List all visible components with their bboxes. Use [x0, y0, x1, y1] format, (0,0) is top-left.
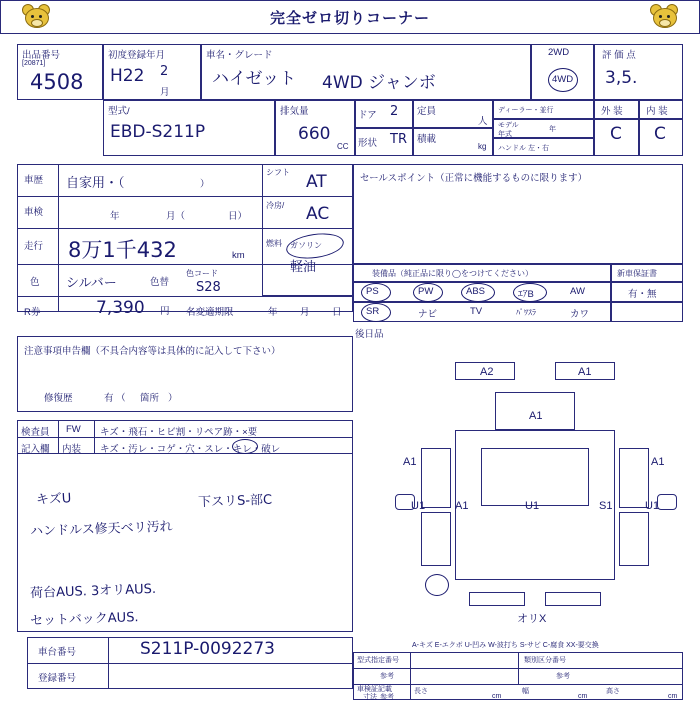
sales-point-title: セールスポイント（正常に機能するものに限ります）	[360, 173, 588, 184]
handle-label: ハンドル 左・右	[498, 145, 549, 152]
shift-value: AT	[306, 172, 327, 192]
inspector-row2-label: 記入欄	[21, 444, 50, 455]
diagram-label-a1-left: A1	[403, 456, 417, 468]
fuel-label: 燃料	[266, 239, 282, 248]
diagram-left-front-door	[421, 448, 451, 508]
color-value: シルバー	[66, 276, 117, 291]
name-change-label: 名変適期限	[186, 307, 234, 318]
displacement-label: 排気量	[280, 106, 309, 117]
note-line-5: セットバックAUS.	[29, 610, 139, 629]
equipment-title: 装備品（純正品に限り◯をつけてください）	[372, 269, 533, 278]
exterior-value: C	[610, 124, 622, 144]
equip-aw-label: AW	[570, 286, 585, 297]
warranty-title: 新車保証書	[617, 269, 657, 278]
color-change-label: 色替	[150, 277, 170, 288]
first-registration-label: 初度登録年月	[108, 50, 166, 61]
load-unit: kg	[478, 142, 487, 151]
repair-history-yes: 有 （	[104, 393, 126, 404]
ac-label: 冷房/	[266, 201, 285, 210]
diagram-label-a1-front: A1	[578, 366, 592, 378]
teddy-bear-right-icon	[647, 4, 681, 32]
equip-airbag-label: ｴｱB	[518, 289, 534, 300]
interior-items: キズ・汚レ・コゲ・穴・スレ・キレ・破レ	[100, 444, 281, 455]
grade-value: 4WD ジャンボ	[322, 73, 436, 93]
equip-powerslide-label: ﾊﾟﾜｽﾗ	[516, 308, 536, 317]
height-unit: cm	[668, 693, 678, 700]
interior-items-label: 内装	[62, 444, 82, 455]
drive-2wd-label: 2WD	[548, 47, 570, 58]
warranty-value: 有・無	[628, 289, 657, 300]
repair-history-place: 箇所	[140, 393, 160, 404]
length-unit: cm	[492, 693, 502, 700]
diagram-label-u1-left: U1	[411, 500, 426, 512]
page-title: 完全ゼロ切りコーナー	[269, 9, 430, 27]
fuel-diesel-option: 軽油	[290, 260, 317, 275]
width-label: 幅	[522, 688, 529, 695]
inspection-label: 車検	[24, 207, 44, 218]
width-unit: cm	[578, 693, 588, 700]
equip-navi-label: ナビ	[418, 309, 438, 320]
car-name-label: 車名・グレード	[206, 50, 273, 61]
color-label: 色	[30, 277, 40, 288]
chassis-value: S211P-0092273	[140, 639, 275, 659]
name-change-year: 年	[268, 307, 278, 318]
diagram-legend: A-キズ E-エクボ U-凹み W-波打ち S-サビ C-腐食 XX-要交換	[412, 642, 599, 649]
shape-label: 形状	[358, 138, 378, 149]
door-label: ドア	[358, 110, 377, 121]
first-registration-year: H22	[110, 66, 145, 86]
diagram-spare-tire	[425, 574, 449, 596]
equip-pw-label: PW	[418, 286, 434, 297]
diagram-left-rear-panel	[421, 512, 451, 566]
drive-4wd-value: 4WD	[552, 74, 574, 85]
color-code-value: S28	[196, 280, 221, 295]
equip-pw-circle	[413, 283, 443, 302]
displacement-unit: CC	[337, 142, 349, 151]
dealer-label: ディーラー・並行	[498, 107, 554, 114]
equip-leather-label: カワ	[570, 309, 590, 320]
displacement-value: 660	[298, 124, 331, 144]
model-year-unit: 年	[549, 126, 556, 133]
interior-label: 内 装	[646, 106, 668, 117]
diagram-rear-right-panel	[545, 592, 601, 606]
later-item-cell	[611, 302, 683, 322]
equip-sr-circle	[361, 303, 391, 322]
diagram-label-s1: S1	[599, 500, 613, 512]
exterior-label: 外 装	[601, 106, 623, 117]
caution-title: 注意事項申告欄（不具合内容等は具体的に記入して下さい）	[24, 346, 281, 357]
name-change-day: 日	[332, 307, 342, 318]
mileage-unit: km	[232, 250, 245, 261]
exhibit-no-label: 出品番号	[22, 50, 61, 61]
color-code-label: 色コード	[186, 269, 218, 278]
equip-ps-circle	[361, 283, 391, 302]
equip-abs-label: ABS	[466, 286, 486, 297]
equip-tv-label: TV	[470, 306, 483, 317]
equip-ps-label: PS	[366, 286, 379, 297]
diagram-right-mirror	[657, 494, 677, 510]
type-designation-ref: 参考	[380, 673, 394, 680]
inspection-day: 日）	[228, 211, 248, 222]
class-number-label: 類別区分番号	[524, 657, 566, 664]
length-label: 長さ	[414, 688, 428, 695]
interior-sure-circle	[232, 439, 258, 454]
exhibit-no-value: 4508	[30, 70, 84, 94]
inspection-month: 月（	[166, 211, 186, 222]
equip-airbag-circle	[513, 283, 547, 302]
chassis-label: 車台番号	[38, 647, 77, 658]
size-label-2: 寸法	[363, 694, 377, 701]
repair-history-close: ）	[168, 393, 178, 404]
interior-value: C	[654, 124, 666, 144]
diagram-label-a1-right: A1	[651, 456, 665, 468]
sheet-header	[0, 0, 700, 34]
capacity-label: 定員	[417, 106, 437, 117]
recycle-value: 7,390	[96, 298, 145, 318]
car-diagram	[395, 352, 695, 642]
rating-label: 評 価 点	[602, 50, 636, 61]
ac-value: AC	[306, 204, 330, 224]
fw-items: キズ・飛石・ヒビ割・リペア跡・×要	[100, 427, 258, 438]
diagram-label-a2-front: A2	[480, 366, 494, 378]
later-item-label: 後日品	[355, 329, 384, 340]
diagram-right-front-door	[619, 448, 649, 508]
model-label: 型式/	[108, 106, 130, 117]
fw-label: FW	[66, 424, 81, 435]
note-line-3: 下スリS-部C	[197, 492, 273, 511]
fuel-gasoline-option: ガソリン	[290, 241, 322, 250]
recycle-unit: 円	[160, 306, 170, 317]
shift-label: シフト	[266, 168, 290, 177]
rating-value: 3,5.	[605, 68, 638, 88]
capacity-unit: 人	[478, 116, 488, 127]
note-line-2: ハンドルス修天ベリ汚れ	[29, 519, 173, 540]
load-label: 積載	[417, 134, 437, 145]
diagram-label-a1-hood: A1	[529, 410, 543, 422]
model-year-sub-label: 年式	[498, 131, 512, 138]
handwritten-notes-area	[17, 454, 353, 632]
class-number-ref: 参考	[556, 673, 570, 680]
note-line-4: 荷台AUS. 3オリAUS.	[29, 581, 157, 602]
size-ref: 参考	[380, 694, 394, 701]
car-name-value: ハイゼット	[212, 69, 297, 89]
door-value: 2	[390, 104, 399, 119]
shape-value: TR	[390, 132, 407, 147]
height-label: 高さ	[606, 688, 620, 695]
register-label: 登録番号	[38, 673, 77, 684]
teddy-bear-left-icon	[19, 4, 53, 32]
inspection-year: 年	[110, 211, 120, 222]
diagram-label-ori: オリX	[517, 613, 547, 625]
history-label: 車歴	[24, 175, 44, 186]
diagram-label-u1-center: U1	[525, 500, 540, 512]
repair-history-label: 修復歴	[44, 393, 73, 404]
size-label: 車検証記載	[357, 686, 392, 693]
recycle-label: R券	[24, 307, 41, 318]
name-change-month: 月	[300, 307, 310, 318]
model-year-label: モデル	[498, 122, 519, 129]
type-designation-label: 型式指定番号	[357, 657, 399, 664]
history-value: 自家用・（	[66, 176, 125, 191]
diagram-rear-left-panel	[469, 592, 525, 606]
inspector-row1-label: 検査員	[21, 427, 50, 438]
diagram-right-rear-panel	[619, 512, 649, 566]
mileage-value: 8万1千432	[68, 238, 177, 262]
diagram-cabin	[481, 448, 589, 506]
first-registration-month-unit: 月	[160, 87, 170, 98]
history-close: ）	[200, 179, 210, 190]
model-value: EBD-S211P	[110, 122, 206, 142]
first-registration-month-value: 2	[160, 64, 169, 79]
equip-sr-label: SR	[366, 306, 380, 317]
equip-abs-circle	[461, 283, 495, 302]
diagram-label-u1-right: U1	[645, 500, 660, 512]
diagram-label-a1-center-left: A1	[455, 500, 469, 512]
note-line-1: キズU	[35, 491, 72, 508]
mileage-label: 走行	[24, 241, 44, 252]
exhibit-no-sub: [20871]	[22, 60, 46, 67]
